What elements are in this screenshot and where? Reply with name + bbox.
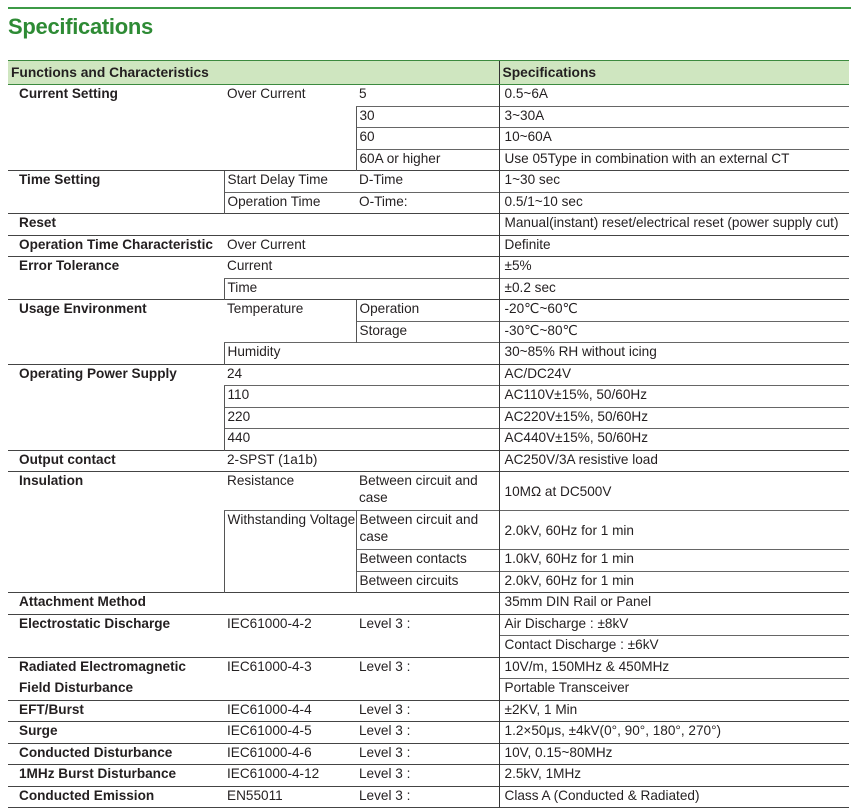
row-key: Level 3 : [356, 765, 499, 787]
row-key: Level 3 : [356, 614, 499, 657]
row-value: 1~30 sec [499, 171, 849, 193]
row-sub: Withstanding Voltage [224, 511, 356, 593]
row-key: D-Time [356, 171, 499, 193]
row-label: Operation Time Characteristic [8, 235, 224, 257]
table-row [8, 257, 849, 279]
row-sub: Time [224, 278, 499, 300]
table-row [8, 450, 849, 472]
table-row [8, 364, 849, 386]
row-sub: IEC61000-4-4 [224, 700, 356, 722]
row-sub: Start Delay Time [224, 171, 356, 193]
row-sub: 110 [224, 386, 499, 408]
row-label: Radiated Electromagnetic [8, 657, 224, 679]
row-label: Usage Environment [8, 300, 224, 365]
row-label: Time Setting [8, 171, 224, 214]
row-sub: IEC61000-4-3 [224, 657, 356, 679]
table-row [8, 300, 849, 322]
row-sub: Over Current [224, 235, 499, 257]
header-specifications: Specifications [499, 61, 849, 85]
row-value: ±5% [499, 257, 849, 279]
row-sub: IEC61000-4-12 [224, 765, 356, 787]
row-value: AC110V±15%, 50/60Hz [499, 386, 849, 408]
row-label: Conducted Emission [8, 786, 224, 808]
table-row [8, 214, 849, 236]
row-key: Level 3 : [356, 657, 499, 679]
row-label: 1MHz Burst Disturbance [8, 765, 224, 787]
row-sub: Operation Time [224, 192, 356, 214]
row-value: 10V/m, 150MHz & 450MHz [499, 657, 849, 679]
row-sub: Current [224, 257, 499, 279]
table-row [8, 786, 849, 808]
page-title: Specifications [8, 14, 153, 39]
table-row [8, 743, 849, 765]
row-key: Level 3 : [356, 700, 499, 722]
row-sub: Over Current [227, 86, 306, 101]
row-key: 30 [356, 106, 499, 128]
row-value: 30~85% RH without icing [499, 343, 849, 365]
table-row [8, 679, 849, 701]
row-value: 10V, 0.15~80MHz [499, 743, 849, 765]
row-label: Insulation [8, 472, 224, 593]
row-key: Between circuits [356, 571, 499, 593]
row-value: AC250V/3A resistive load [499, 450, 849, 472]
row-label: Field Disturbance [19, 679, 134, 695]
row-value: ±0.2 sec [499, 278, 849, 300]
row-value: 2.5kV, 1MHz [499, 765, 849, 787]
row-value: ±2KV, 1 Min [499, 700, 849, 722]
table-row [8, 700, 849, 722]
row-sub: 220 [224, 407, 499, 429]
row-key: O-Time: [356, 192, 499, 214]
row-key: Operation [356, 300, 499, 322]
table-row [8, 85, 849, 107]
row-value: -30℃~80℃ [499, 321, 849, 343]
row-value: 0.5/1~10 sec [499, 192, 849, 214]
row-value: Air Discharge : ±8kV [499, 614, 849, 636]
row-value: 3~30A [499, 106, 849, 128]
title-rule [8, 7, 851, 9]
row-value: 0.5~6A [499, 85, 849, 107]
row-sub: 440 [224, 429, 499, 451]
row-value: Portable Transceiver [499, 679, 849, 701]
table-row [8, 171, 849, 193]
table-row [8, 722, 849, 744]
table-row [8, 657, 849, 679]
row-key: Level 3 : [356, 722, 499, 744]
table-row [8, 614, 849, 636]
row-value: 1.2×50μs, ±4kV(0°, 90°, 180°, 270°) [499, 722, 849, 744]
row-key: Between contacts [356, 550, 499, 572]
row-sub: IEC61000-4-5 [224, 722, 356, 744]
row-key: Level 3 : [356, 743, 499, 765]
row-key: 60A or higher [356, 149, 499, 171]
row-sub: Resistance [224, 472, 356, 511]
row-sub: 2-SPST (1a1b) [224, 450, 499, 472]
row-value: Class A (Conducted & Radiated) [499, 786, 849, 808]
row-label: Operating Power Supply [8, 364, 224, 450]
row-value: Use 05Type in combination with an external CT [499, 149, 849, 171]
table-row [8, 593, 849, 615]
row-key: 5 [359, 86, 367, 101]
row-value: AC/DC24V [499, 364, 849, 386]
row-value: AC220V±15%, 50/60Hz [499, 407, 849, 429]
row-label: Output contact [8, 450, 224, 472]
row-value: 2.0kV, 60Hz for 1 min [499, 511, 849, 550]
row-key: Level 3 : [356, 786, 499, 808]
row-value: Contact Discharge : ±6kV [499, 636, 849, 658]
row-sub: Humidity [224, 343, 499, 365]
table-row [8, 235, 849, 257]
table-header-row [8, 61, 849, 85]
row-key: Between circuit and case [356, 472, 499, 511]
row-sub: 24 [224, 364, 499, 386]
row-value: -20℃~60℃ [499, 300, 849, 322]
row-key: Between circuit and case [356, 511, 499, 550]
header-functions: Functions and Characteristics [8, 61, 499, 85]
specifications-table [8, 60, 849, 808]
row-value: Definite [499, 235, 849, 257]
row-key: 60 [356, 128, 499, 150]
row-value: 10~60A [499, 128, 849, 150]
row-value: Manual(instant) reset/electrical reset (power supply cut) [499, 214, 849, 236]
row-value: 2.0kV, 60Hz for 1 min [499, 571, 849, 593]
row-label: Surge [8, 722, 224, 744]
table-row [8, 765, 849, 787]
row-value: 1.0kV, 60Hz for 1 min [499, 550, 849, 572]
row-key: Storage [356, 321, 499, 343]
table-row [8, 472, 849, 511]
row-label: Current Setting [19, 86, 118, 101]
row-label: Conducted Disturbance [8, 743, 224, 765]
row-sub: Temperature [224, 300, 356, 343]
row-label: Reset [8, 214, 499, 236]
row-label: EFT/Burst [8, 700, 224, 722]
row-value: AC440V±15%, 50/60Hz [499, 429, 849, 451]
row-value: 10MΩ at DC500V [499, 472, 849, 511]
row-label: Attachment Method [8, 593, 499, 615]
row-sub: EN55011 [224, 786, 356, 808]
row-value: 35mm DIN Rail or Panel [499, 593, 849, 615]
row-sub: IEC61000-4-6 [224, 743, 356, 765]
row-sub: IEC61000-4-2 [224, 614, 356, 657]
row-label: Electrostatic Discharge [8, 614, 224, 657]
row-label: Error Tolerance [8, 257, 224, 300]
